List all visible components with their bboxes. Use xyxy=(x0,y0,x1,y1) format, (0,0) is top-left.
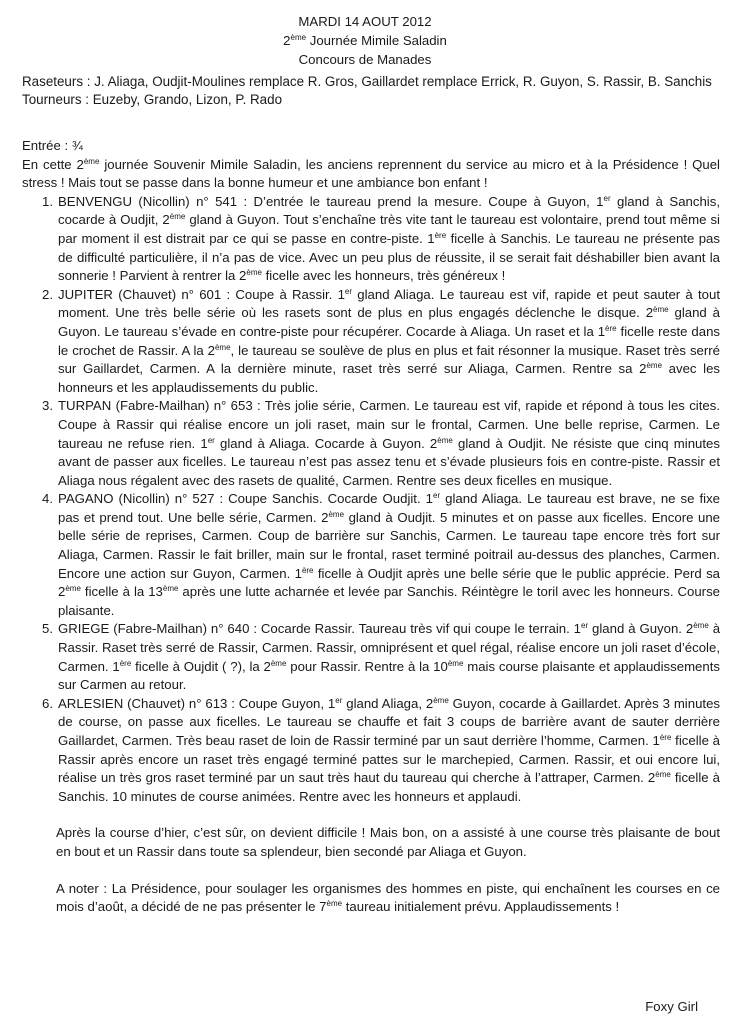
entree-line: Entrée : ¾ xyxy=(22,138,83,153)
text-segment: mais course plaisante et applaudissements sur Carmen au retour. xyxy=(58,658,720,693)
text-segment: JUPITER (Chauvet) n° 601 : Coupe à Rassir. 1 xyxy=(58,286,345,302)
ordinal-suffix: ère xyxy=(301,565,314,575)
ordinal-suffix: ème xyxy=(270,658,287,668)
ordinal-suffix: ème xyxy=(214,342,231,352)
conclusion-paragraph: Après la course d’hier, c’est sûr, on devient difficile ! Mais bon, on a assisté à une course très plaisante de bout en bout et un Rassir dans toute sa splendeur, bien secondé par Aliaga et Guyon. xyxy=(56,825,720,859)
bull-list xyxy=(10,193,720,807)
ordinal-suffix: ème xyxy=(65,584,81,594)
text-segment: gland Aliaga, 2 xyxy=(342,695,434,711)
ordinal-suffix: er xyxy=(581,621,589,631)
text-segment: gland à Oudjit. 5 minutes et on passe aux ficelles. Encore une belle série de reprises, Carmen. Coup de barrière sur Sanchis, Carmen. Le taureau tape encore très fort sur Aliaga, Carmen. Rassir le fait briller, main sur le frontal, raset terminé poitrail au-dessus des planches, Carmen. Encore une action sur Guyon, Carmen. 1 xyxy=(58,509,720,581)
bull-number: 4. xyxy=(42,491,53,507)
text-segment: , le taureau se soulève de plus en plus et fait résonner la musique. Raset très serré sur Gaillardet, Carmen. A la dernière minute, raset très serré sur Aliaga, Carmen. Rentre sa 2 xyxy=(58,342,721,377)
bull-entry xyxy=(10,286,720,398)
signature: Foxy Girl xyxy=(645,999,698,1014)
ordinal-suffix: ème xyxy=(162,584,179,594)
bull-description xyxy=(58,621,720,692)
crew-block xyxy=(10,73,720,109)
ordinal-suffix: ème xyxy=(169,212,186,222)
intro-paragraph: En cette 2ème journée Souvenir Mimile Saladin, les anciens reprennent du service au micro et à la Présidence ! Quel stress ! Mais tout se passe dans la bonne humeur et une ambiance bon enfant ! xyxy=(22,156,720,191)
bull-number: 6. xyxy=(42,695,53,711)
text-segment: gland à Guyon. 2 xyxy=(588,621,694,637)
ordinal-suffix: ère xyxy=(659,733,672,742)
text-segment: ficelle à Sanchis. 10 minutes de course animées. Rentre avec les honneurs et applaudi. xyxy=(58,770,720,804)
tourneurs-line: Tourneurs : Euzeby, Grando, Lizon, P. Rado xyxy=(22,92,283,107)
text-segment: après une lutte acharnée et levée par Sanchis. Réintègre le toril avec les honneurs. Course plaisante. xyxy=(58,584,721,618)
text-segment: BENVENGU (Nicollin) n° 541 : D’entrée le taureau prend la mesure. Coupe à Guyon, 1 xyxy=(58,193,604,209)
raseteurs-line: Raseteurs : J. Aliaga, Oudjit-Moulines remplace R. Gros, Gaillardet remplace Errick, R. Guyon, S. Rassir, B. Sanchis xyxy=(22,74,712,89)
ordinal-suffix: er xyxy=(603,193,611,203)
bull-number: 2. xyxy=(42,286,53,302)
ordinal-suffix: ème xyxy=(328,509,345,519)
bull-number: 1. xyxy=(42,193,53,209)
text-segment: gland à Aliaga. Cocarde à Guyon. 2 xyxy=(214,435,438,451)
text-segment: ficelle à la 13 xyxy=(80,584,163,600)
text-segment: gland à Guyon. Tout s’enchaîne très vite tant le taureau est volontaire, prend tout même si par moment il est distrait par ce qui se passe en contre-piste. 1 xyxy=(58,212,720,246)
bull-entry xyxy=(10,193,720,286)
document-header xyxy=(10,0,720,69)
ordinal-suffix: ère xyxy=(119,658,132,668)
ordinal-suffix: er xyxy=(207,435,215,445)
ordinal-suffix: ème xyxy=(655,770,671,780)
text-segment: ficelle à Sanchis. Le taureau ne présente pas de difficulté particulière, il n’a pas de vice. Avec un peu plus de réussite, il se serait fait déshabiller bien avant la sonnerie ! Parvient à rentrer la 2 xyxy=(58,230,720,284)
text-segment: TURPAN (Fabre-Mailhan) n° 653 : Très jolie série, Carmen. Le taureau est vif, rapide et répond à tous les cites. Coupe à Rassir qui réalise encore un joli raset, main sur le frontal, Carmen. Une belle reprise, Carmen. Le taureau ne refuse rien. 1 xyxy=(58,398,720,451)
text-segment: gland à Guyon. Le taureau s’évade en contre-piste pour récupérer. Cocarde à Aliaga. Un raset et la 1 xyxy=(58,305,720,339)
text-segment: ficelle à Oudjit après une belle série que le public apprécie. Perd sa 2 xyxy=(58,565,720,600)
text-segment: avec les honneurs et les applaudissements du public. xyxy=(58,361,721,395)
ordinal-suffix: er xyxy=(433,491,441,501)
date-heading: MARDI 14 AOUT 2012 xyxy=(298,14,432,29)
bull-description xyxy=(58,398,720,487)
ordinal-suffix: ème xyxy=(246,268,262,278)
text-segment: gland Aliaga. Le taureau est vif, rapide et peut sauter à tout moment. Une très belle série où les rasets sont de plus en plus engagés déclenche le disque. 2 xyxy=(58,286,720,321)
text-segment: ficelle avec les honneurs, très généreux ! xyxy=(261,268,506,284)
ordinal-suffix: er xyxy=(344,286,353,296)
text-segment: PAGANO (Nicollin) n° 527 : Coupe Sanchis. Cocarde Oudjit. 1 xyxy=(58,491,433,507)
bull-description xyxy=(58,491,720,618)
bull-entry xyxy=(10,620,720,694)
ordinal-suffix: ème xyxy=(447,658,464,668)
bull-description xyxy=(58,287,720,395)
text-segment: gland Aliaga. Le taureau est brave, ne se fixe pas et prend tout. Une belle série, Carmen. 2 xyxy=(58,491,720,525)
ordinal-suffix: ème xyxy=(646,361,663,371)
note-paragraph: A noter : La Présidence, pour soulager les organismes des hommes en piste, qui enchaînent les courses en ce mois d’août, a décidé de ne pas présenter le 7ème taureau initialement prévu. Applaudissements ! xyxy=(56,880,720,915)
text-segment: ficelle à Rassir après encore un raset très engagé terminé pattes sur le marchepied, Carmen. Rassir, et oui encore lui, réalise un très gros raset terminé par un saut très haut du taureau qui cherche à l’attraper, Carmen. 2 xyxy=(58,733,720,786)
text-segment: ARLESIEN (Chauvet) n° 613 : Coupe Guyon, 1 xyxy=(58,695,336,711)
text-segment: gland à Sanchis, cocarde à Oudjit, 2 xyxy=(58,193,720,228)
ordinal-suffix: ère xyxy=(434,230,447,240)
ordinal-suffix: ème xyxy=(693,621,709,631)
bull-description xyxy=(58,696,720,804)
subtitle-heading: Concours de Manades xyxy=(298,52,432,67)
text-segment: à Rassir. Raset très serré de Rassir, Carmen. Rassir, omniprésent et quel régal, réalise encore un joli raset d’école, Carmen. 1 xyxy=(58,621,721,674)
text-segment: Guyon, cocarde à Gaillardet. Après 3 minutes de course, on passe aux ficelles. Le taureau se chauffe et fait 3 coups de barrière avant de sauter derrière Gaillardet, Carmen. Très beau raset de loin de Rassir terminé par un saut derrière l’homme, Carmen. 1 xyxy=(58,695,720,748)
bull-description xyxy=(58,194,720,283)
text-segment: ficelle reste dans le crochet de Rassir. A la 2 xyxy=(58,323,720,358)
ordinal-suffix: ème xyxy=(433,695,449,705)
text-segment: ficelle à Oujdit ( ?), la 2 xyxy=(131,658,271,674)
bull-number: 5. xyxy=(42,621,53,637)
text-segment: pour Rassir. Rentre à la 10 xyxy=(286,658,448,674)
ordinal-suffix: ème xyxy=(437,435,453,445)
text-segment: gland à Oudjit. Ne résiste que cinq minutes avant de passer aux ficelles. Le taureau n’est pas assez tenu et s’évade plusieurs fois en contre-piste. Rassir et Aliaga nous régalent avec des rasets de qualité, Carmen. Rentre ses deux ficelles en musique. xyxy=(58,435,720,488)
bull-entry xyxy=(10,397,720,490)
bull-number: 3. xyxy=(42,398,53,414)
bull-entry xyxy=(10,490,720,620)
bull-entry xyxy=(10,695,720,807)
text-segment: GRIEGE (Fabre-Mailhan) n° 640 : Cocarde Rassir. Taureau très vif qui coupe le terrain. 1 xyxy=(58,621,581,637)
journee-heading: 2ème Journée Mimile Saladin xyxy=(283,33,447,48)
ordinal-suffix: ère xyxy=(605,323,617,333)
ordinal-suffix: er xyxy=(335,695,343,705)
ordinal-suffix: ème xyxy=(653,305,669,315)
